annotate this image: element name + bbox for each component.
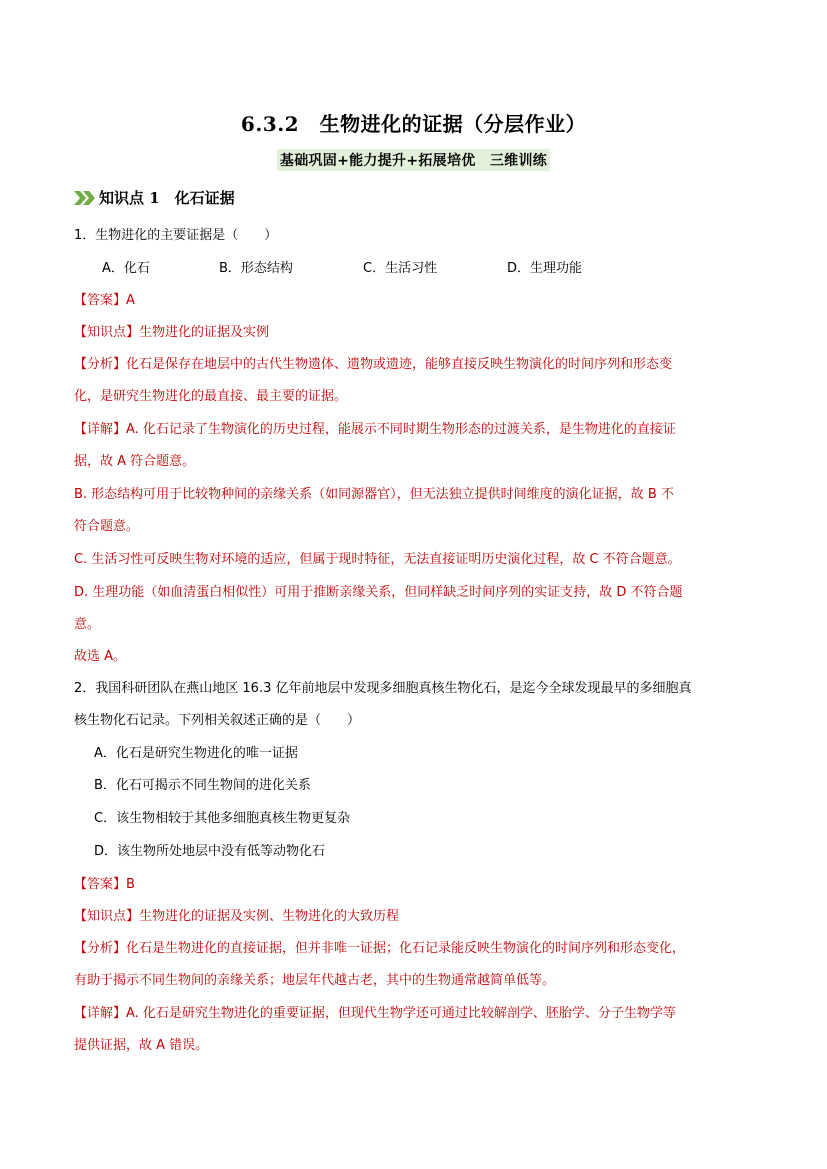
q2-option-a: A．化石是研究生物进化的唯一证据 [94, 746, 298, 761]
q1-detail-line2: 据，故 A 符合题意。 [74, 454, 196, 469]
q1-answer: 【答案】A [74, 293, 135, 308]
q2-option-d: D．该生物所处地层中没有低等动物化石 [94, 844, 326, 859]
q1-c-line1: C. 生活习性可反映生物对环境的适应，但属于现时特征，无法直接证明历史演化过程，故 C 不符合题意。 [74, 552, 681, 567]
q1-option-d: D．生理功能 [507, 261, 583, 276]
page-subtitle: 基础巩固+能力提升+拓展培优 三维训练 [277, 149, 550, 171]
double-chevron-right-icon [74, 191, 96, 205]
section-label: 知识点 1 化石证据 [99, 189, 235, 207]
section-heading [74, 187, 235, 208]
q2-detail-line2: 提供证据，故 A 错误。 [74, 1038, 209, 1053]
q2-analysis-line2: 有助于揭示不同生物间的亲缘关系；地层年代越古老，其中的生物通常越简单低等。 [74, 973, 556, 988]
q2-answer: 【答案】B [74, 877, 135, 892]
q1-analysis-line1: 【分析】化石是保存在地层中的古代生物遗体、遗物或遗迹，能够直接反映生物演化的时间序列和形态变 [74, 357, 673, 372]
q2-analysis-line1: 【分析】化石是生物进化的直接证据，但并非唯一证据；化石记录能反映生物演化的时间序列和形态变化， [74, 941, 686, 956]
q1-analysis-line2: 化，是研究生物进化的最直接、最主要的证据。 [74, 389, 348, 404]
q1-conclusion: 故选 A。 [74, 649, 127, 664]
q2-stem-line1: 2．我国科研团队在燕山地区 16.3 亿年前地层中发现多细胞真核生物化石，是迄今全球发现最早的多细胞真 [74, 681, 692, 696]
subtitle-container [0, 149, 827, 171]
q1-knowledge: 【知识点】生物进化的证据及实例 [74, 325, 270, 340]
q1-detail-line1: 【详解】A. 化石记录了生物演化的历史过程，能展示不同时期生物形态的过渡关系，是生物进化的直接证 [74, 422, 676, 437]
q1-b-line2: 符合题意。 [74, 519, 140, 534]
page-title: 6.3.2 生物进化的证据（分层作业） [240, 112, 587, 136]
q1-d-line2: 意。 [74, 617, 101, 632]
q1-option-a: A．化石 [102, 261, 150, 276]
q2-option-c: C．该生物相较于其他多细胞真核生物更复杂 [94, 811, 351, 826]
q2-detail-line1: 【详解】A. 化石是研究生物进化的重要证据，但现代生物学还可通过比较解剖学、胚胎学、分子生物学等 [74, 1006, 676, 1021]
q2-knowledge: 【知识点】生物进化的证据及实例、生物进化的大致历程 [74, 909, 400, 924]
q1-d-line1: D. 生理功能（如血清蛋白相似性）可用于推断亲缘关系，但同样缺乏时间序列的实证支持，故 D 不符合题 [74, 585, 683, 600]
q1-b-line1: B. 形态结构可用于比较物种间的亲缘关系（如同源器官），但无法独立提供时间维度的演化证据，故 B 不 [74, 487, 674, 502]
q1-option-c: C．生活习性 [363, 261, 438, 276]
q1-option-b: B．形态结构 [219, 261, 293, 276]
q2-option-b: B．化石可揭示不同生物间的进化关系 [94, 778, 311, 793]
q1-stem: 1．生物进化的主要证据是（ ） [74, 228, 278, 243]
q2-stem-line2: 核生物化石记录。下列相关叙述正确的是（ ） [74, 713, 361, 728]
